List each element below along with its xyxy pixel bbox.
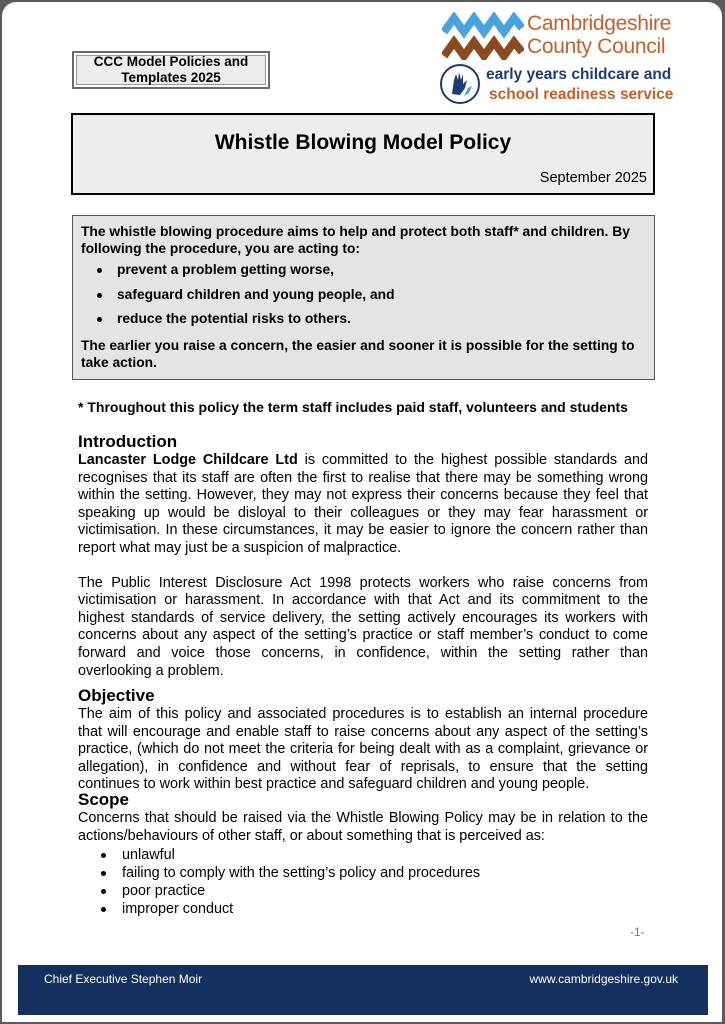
list-item: safeguard children and young people, and (117, 286, 648, 311)
council-name-line-2: County Council (527, 35, 666, 58)
tag-line-1: CCC Model Policies and (93, 54, 249, 69)
page-number: -1- (630, 925, 645, 939)
hands-icon (440, 64, 480, 104)
footer-website-link[interactable]: www.cambridgeshire.gov.uk (529, 972, 678, 986)
document-date: September 2025 (539, 170, 647, 186)
document-title: Whistle Blowing Model Policy (214, 131, 512, 154)
bullet-icon (97, 317, 102, 322)
list-item: improper conduct (122, 901, 648, 919)
objective-heading: Objective (78, 686, 155, 705)
service-name-line-2: school readiness service (489, 86, 674, 103)
summary-lead: The whistle blowing procedure aims to help and protect both staff* and children. By following the procedure, you are acting to: (81, 224, 630, 256)
list-item: reduce the potential risks to others. (117, 310, 648, 335)
council-wave-logo-icon (442, 12, 524, 60)
model-policies-tag (72, 51, 270, 89)
scope-paragraph: Concerns that should be raised via the Whistle Blowing Policy may be in relation to the actions/behaviours of other staff, or about something that is perceived as: (78, 810, 648, 844)
scope-list (78, 847, 648, 918)
objective-paragraph: The aim of this policy and associated procedures is to establish an internal procedure that will encourage and enable staff to raise concerns about any aspect of the setting’s practice, (which do not meet the criteria for being dealt with as a complaint, grievance or allegation), in confidence and without fear of reprisals, to ensure that the setting continues to work within best practice and safeguard children and young people. (78, 706, 648, 793)
introduction-section (78, 432, 648, 680)
scope-section (78, 790, 648, 918)
bullet-icon (97, 268, 102, 273)
organisation-name: Lancaster Lodge Childcare Ltd (78, 452, 298, 468)
list-item: unlawful (122, 847, 648, 865)
council-name-line-1: Cambridgeshire (527, 12, 672, 35)
summary-box (72, 215, 655, 380)
footer-chief-executive: Chief Executive Stephen Moir (44, 972, 203, 986)
summary-list (81, 261, 648, 335)
scope-heading: Scope (78, 790, 130, 809)
introduction-heading: Introduction (78, 432, 178, 451)
list-item: poor practice (122, 883, 648, 901)
bullet-icon (101, 871, 106, 876)
title-box (71, 113, 655, 195)
staff-definition-note: * Throughout this policy the term staff includes paid staff, volunteers and students (78, 399, 628, 415)
list-item: failing to comply with the setting’s policy and procedures (122, 865, 648, 883)
introduction-paragraph-1: Lancaster Lodge Childcare Ltd is committed to the highest possible standards and recognises that its staff are often the first to realise that there may be something wrong within the setting. However, they may not express their concerns because they feel that speaking up would be disloyal to their colleagues or they may fear harassment or victimisation. In these circumstances, it may be easier to ignore the concern rather than report what may just be a suspicion of malpractice. (78, 452, 649, 556)
list-item: prevent a problem getting worse, (117, 261, 648, 286)
bullet-icon (97, 293, 102, 298)
council-logo (442, 12, 692, 62)
bullet-icon (101, 889, 106, 894)
introduction-paragraph-2: The Public Interest Disclosure Act 1998 protects workers who raise concerns from victimisation or harassment. In accordance with that Act and its commitment to the highest standards of service delivery, the setting actively encourages its workers with concerns about any aspect of the setting’s practice or staff member’s conduct to come forward and voice those concerns, in confidence, within the setting rather than overlooking a problem. (78, 574, 648, 679)
bullet-icon (101, 853, 106, 858)
bullet-icon (101, 907, 106, 912)
document-page (2, 2, 722, 1022)
service-name-line-1: early years childcare and (486, 66, 672, 83)
footer-bar (18, 965, 708, 1015)
tag-line-2: Templates 2025 (121, 70, 221, 85)
summary-closing: The earlier you raise a concern, the easier and sooner it is possible for the setting to take action. (81, 337, 635, 370)
early-years-logo (440, 62, 700, 110)
objective-section (78, 686, 648, 794)
